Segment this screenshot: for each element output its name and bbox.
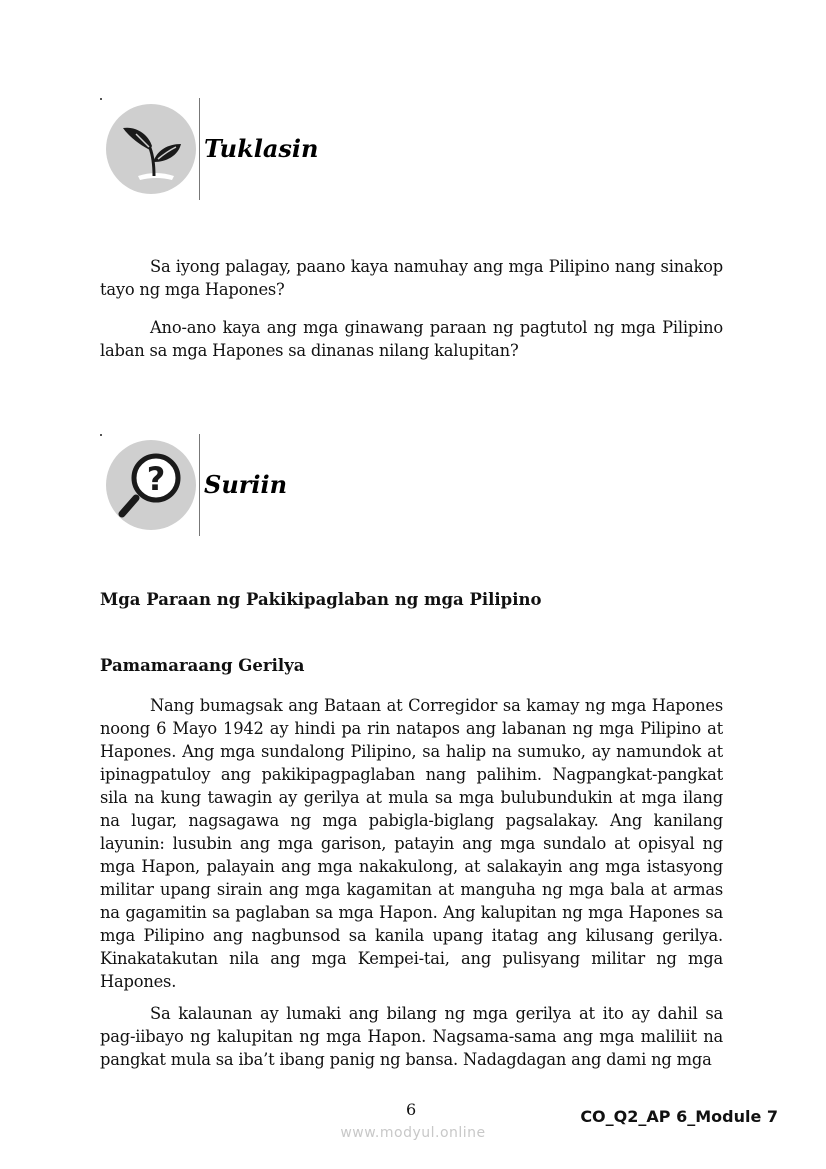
main-heading: Mga Paraan ng Pakikipaglaban ng mga Pilipino bbox=[100, 590, 542, 609]
header-corner-mark bbox=[100, 434, 102, 436]
sub-heading: Pamamaraang Gerilya bbox=[100, 656, 305, 675]
header-corner-mark bbox=[100, 98, 102, 100]
suriin-header bbox=[100, 434, 400, 538]
tuklasin-question-2: Ano-ano kaya ang mga ginawang paraan ng pagtutol ng mga Pilipino laban sa mga Hapones sa dinanas nilang kalupitan? bbox=[100, 318, 723, 360]
suriin-paragraph-2: Sa kalaunan ay lumaki ang bilang ng mga gerilya at ito ay dahil sa pag-iibayo ng kalupitan ng mga Hapon. Nagsama-sama ang mga maliliit na pangkat mula sa iba’t ibang panig ng bansa. Nadagdagan ang dami ng mga bbox=[100, 1004, 723, 1069]
tuklasin-question-1: Sa iyong palagay, paano kaya namuhay ang mga Pilipino nang sinakop tayo ng mga Hapones? bbox=[100, 257, 723, 299]
svg-text:?: ? bbox=[146, 460, 166, 498]
watermark: www.modyul.online bbox=[340, 1125, 486, 1141]
section-title-tuklasin: Tuklasin bbox=[204, 134, 319, 163]
header-divider bbox=[199, 434, 200, 536]
suriin-paragraph-1: Nang bumagsak ang Bataan at Corregidor sa kamay ng mga Hapones noong 6 Mayo 1942 ay hindi pa rin natapos ang labanan ng mga Pilipino at Hapones. Ang mga sundalong Pilipino, sa halip na sumuko, ay namundok at ipinagpatuloy ang pakikipagpaglaban nang palihim. Nagpangkat-pangkat sila na kung tawagin ay gerilya at mula sa mga bulubundukin at mga ilang na lugar, nagsagawa ng mga pabigla-biglang pagsalakay. Ang kanilang layunin: lusubin ang mga garison, patayin ang mga sundalo at opisyal ng mga Hapon, palayain ang mga nakakulong, at salakayin ang mga istasyong militar upang sirain ang mga kagamitan at manguha ng mga bala at armas na gagamitin sa paglaban sa mga Hapon. Ang kalupitan ng mga Hapones sa mga Pilipino ang nagbunsod sa kanila upang itatag ang kilusang gerilya. Kinakatakutan nila ang mga Kempei-tai, ang pulisyang militar ng mga Hapones. bbox=[100, 696, 723, 991]
page-number: 6 bbox=[406, 1100, 417, 1119]
magnifier-question-icon bbox=[106, 440, 196, 530]
section-title-suriin: Suriin bbox=[204, 470, 288, 499]
tuklasin-header bbox=[100, 98, 400, 202]
plant-sprout-icon bbox=[106, 104, 196, 194]
header-divider bbox=[199, 98, 200, 200]
module-code: CO_Q2_AP 6_Module 7 bbox=[580, 1107, 778, 1126]
